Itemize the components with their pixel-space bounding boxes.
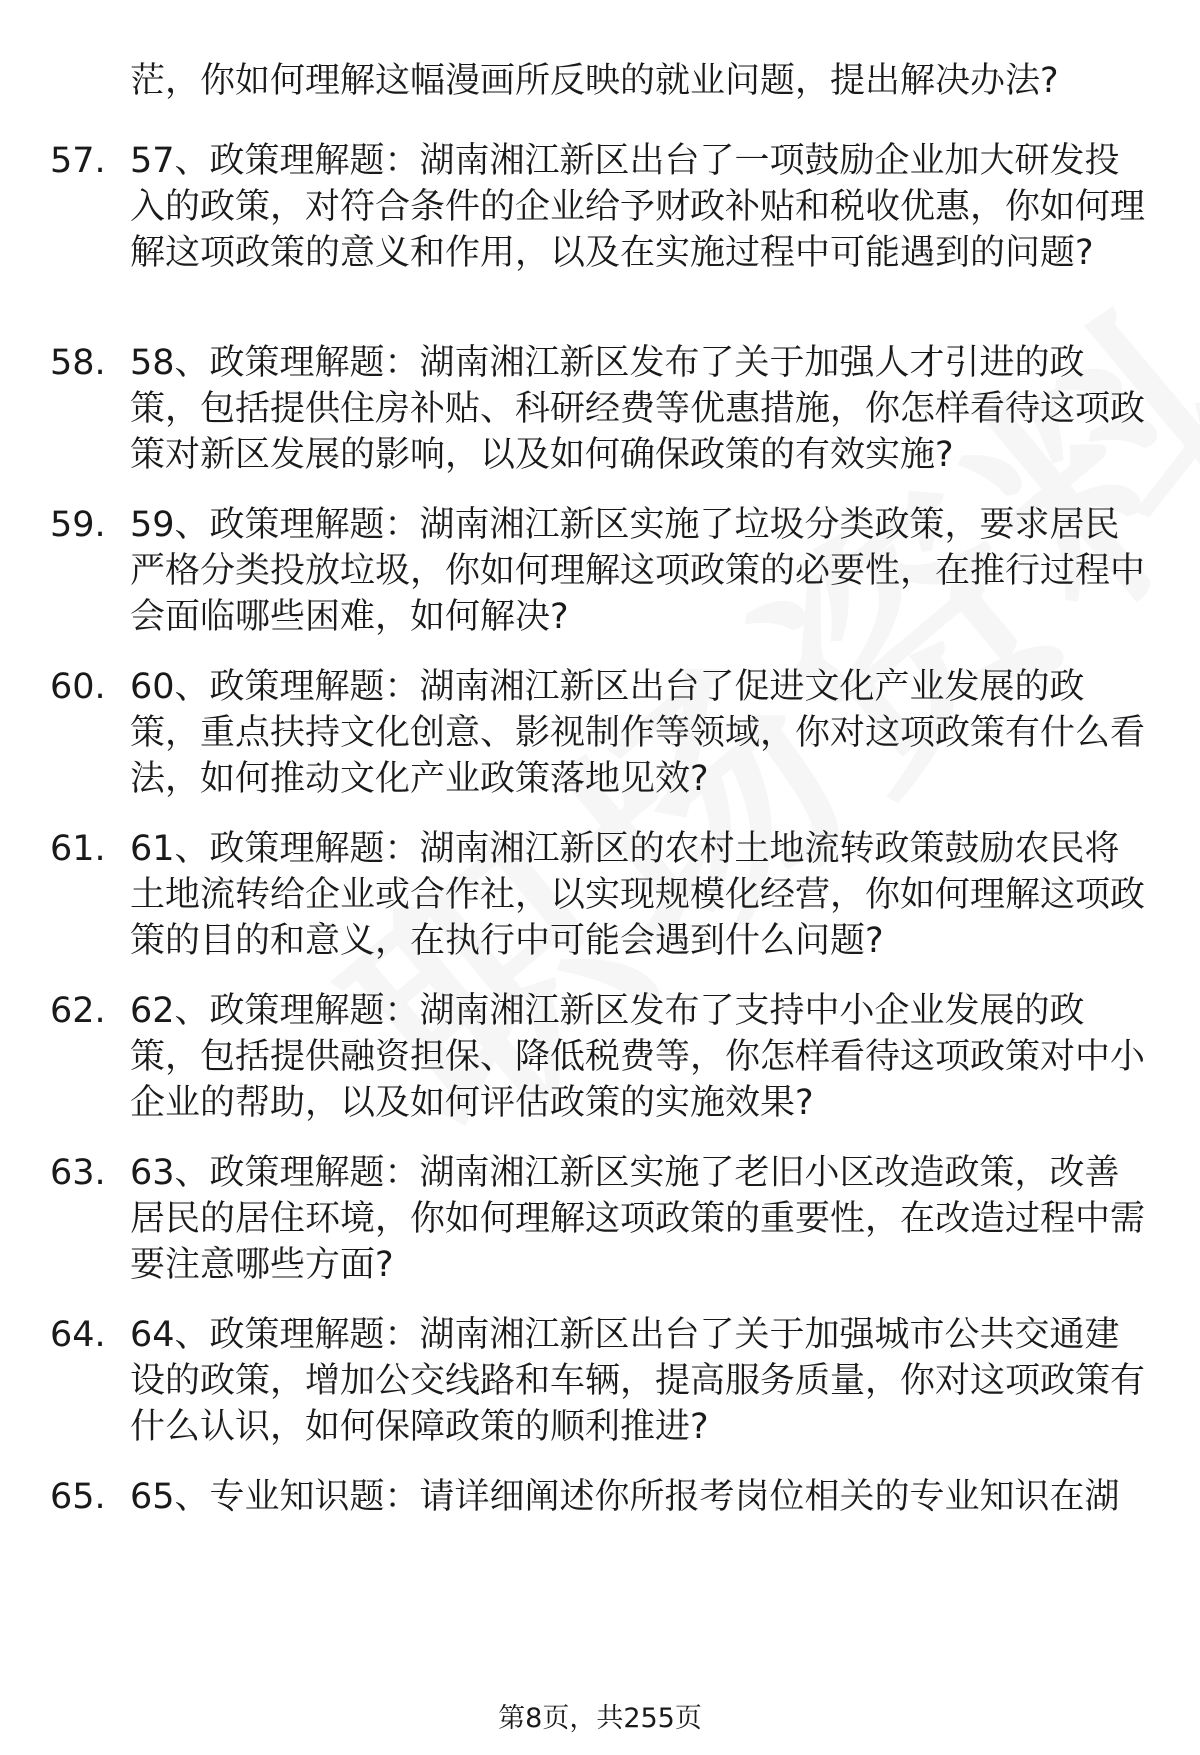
item-text: 57、政策理解题：湖南湘江新区出台了一项鼓励企业加大研发投入的政策，对符合条件的企业给予财政补贴和税收优惠，你如何理解这项政策的意义和作用，以及在实施过程中可能遇到的问题? <box>130 141 1146 273</box>
item-text: 64、政策理解题：湖南湘江新区出台了关于加强城市公共交通建设的政策，增加公交线路和车辆，提高服务质量，你对这项政策有什么认识，如何保障政策的顺利推进? <box>130 1315 1146 1447</box>
item-text: 58、政策理解题：湖南湘江新区发布了关于加强人才引进的政策，包括提供住房补贴、科研经费等优惠措施，你怎样看待这项政策对新区发展的影响，以及如何确保政策的有效实施? <box>130 343 1146 475</box>
item-text: 60、政策理解题：湖南湘江新区出台了促进文化产业发展的政策，重点扶持文化创意、影视制作等领域，你对这项政策有什么看法，如何推动文化产业政策落地见效? <box>130 667 1146 799</box>
item-number: 64. <box>50 1315 106 1355</box>
page-footer: 第8页，共255页 <box>498 1703 702 1734</box>
item-number: 60. <box>50 667 106 707</box>
item-text: 65、专业知识题：请详细阐述你所报考岗位相关的专业知识在湖 <box>130 1477 1120 1517</box>
item-number: 57. <box>50 141 106 181</box>
item-number: 58. <box>50 343 106 383</box>
item-number: 65. <box>50 1477 106 1517</box>
item-text: 63、政策理解题：湖南湘江新区实施了老旧小区改造政策，改善居民的居住环境，你如何理解这项政策的重要性，在改造过程中需要注意哪些方面? <box>130 1153 1146 1285</box>
item-text: 62、政策理解题：湖南湘江新区发布了支持中小企业发展的政策，包括提供融资担保、降低税费等，你怎样看待这项政策对中小企业的帮助，以及如何评估政策的实施效果? <box>130 991 1146 1123</box>
item-text: 59、政策理解题：湖南湘江新区实施了垃圾分类政策，要求居民严格分类投放垃圾，你如何理解这项政策的必要性，在推行过程中会面临哪些困难，如何解决? <box>130 505 1146 637</box>
continued-line: 茫，你如何理解这幅漫画所反映的就业问题，提出解决办法? <box>130 61 1059 101</box>
item-text: 61、政策理解题：湖南湘江新区的农村土地流转政策鼓励农民将土地流转给企业或合作社，以实现规模化经营，你如何理解这项政策的目的和意义，在执行中可能会遇到什么问题? <box>130 829 1146 961</box>
item-number: 63. <box>50 1153 106 1193</box>
item-number: 59. <box>50 505 106 545</box>
item-number: 62. <box>50 991 106 1031</box>
item-number: 61. <box>50 829 106 869</box>
